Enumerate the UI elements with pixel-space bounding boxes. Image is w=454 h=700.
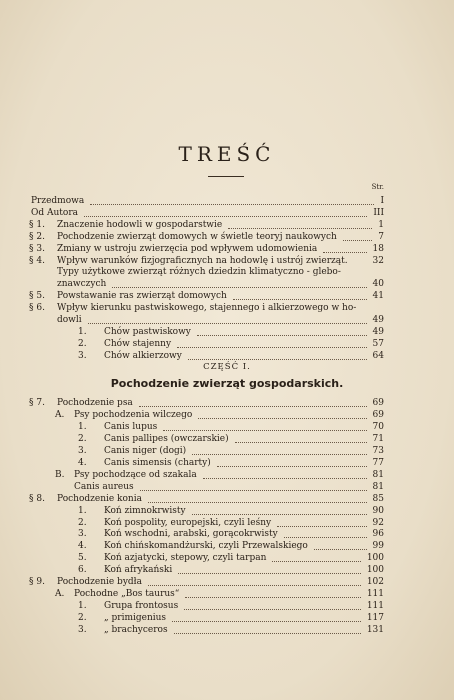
dot-leader [84,207,367,217]
dot-leader [314,540,367,550]
dot-leader [188,350,367,360]
toc-entry [104,433,384,445]
entry-number: 1. [78,326,87,337]
entry-title: Pochodzenie zwierząt domowych w świetle teoryj naukowych [57,231,337,242]
entry-page-number: 81 [372,481,384,492]
dot-leader [228,219,372,229]
entry-number: 2. [78,517,87,528]
page-column-header: Str. [371,183,384,191]
entry-number: 2. [78,338,87,349]
entry-title: Grupa frontosus [104,601,179,612]
entry-page-number: 73 [372,445,384,456]
toc-entry [57,290,384,302]
entry-page-number: 81 [372,469,384,480]
entry-number: § 5. [29,291,45,302]
entry-page-number: 49 [372,326,384,337]
dot-leader [217,457,367,467]
entry-page-number: 57 [372,338,384,349]
entry-page-number: 90 [372,505,384,516]
toc-entry [104,505,384,517]
entry-page-number: 99 [372,541,384,552]
entry-number: 4. [78,457,87,468]
entry-number: § 3. [29,243,45,254]
entry-title: Koń zimnokrwisty [104,505,186,516]
entry-title: Koń wschodni, arabski, gorącokrwisty [104,529,278,540]
entry-title: Powstawanie ras zwierząt domowych [57,291,227,302]
entry-page-number: III [373,207,384,218]
dot-leader [284,528,367,538]
entry-page-number: 64 [372,350,384,361]
entry-number: 1. [78,421,87,432]
toc-entry [104,552,384,564]
dot-leader [272,552,360,562]
entry-number: § 9. [29,577,45,588]
toc-entry [74,409,384,421]
toc-entry [31,207,384,219]
dot-leader [177,338,366,348]
entry-number: 2. [78,613,87,624]
dot-leader [198,409,366,419]
entry-title: Od Autora [31,207,78,218]
dot-leader [163,421,366,431]
entry-number: § 4. [29,255,45,266]
entry-title: Typy użytkowe zwierząt różnych dziedzin klimatyczno - glebo- [57,267,341,278]
toc-entry [104,540,384,552]
entry-title: Koń afrykański [104,565,173,576]
dot-leader [148,493,367,503]
entry-number: 3. [78,625,87,636]
entry-title: Chów pastwiskowy [104,326,191,337]
toc-entry [57,243,384,255]
entry-page-number: 77 [372,457,384,468]
dot-leader [112,278,366,288]
entry-number: A. [55,589,65,600]
entry-number: § 2. [29,231,45,242]
toc-entry [57,278,384,290]
entry-number: § 1. [29,219,45,230]
dot-leader [172,612,361,622]
entry-number: 3. [78,350,87,361]
dot-leader [192,445,366,455]
entry-number: 5. [78,553,87,564]
entry-page-number: 111 [366,589,384,600]
entry-title: Psy pochodzące od szakala [74,469,197,480]
toc-entry [104,350,384,362]
section-title: Pochodzenie zwierząt gospodarskich. [110,377,344,390]
dot-leader [90,195,374,205]
entry-number: § 6. [29,303,45,314]
dot-leader [178,564,361,574]
entry-number: 1. [78,505,87,516]
toc-entry [104,624,384,636]
entry-page-number: 100 [366,553,384,564]
dot-leader [192,505,367,515]
entry-title: Wpływ kierunku pastwiskowego, stajennego i alkierzowego w ho- [57,303,357,314]
toc-entry [57,302,384,314]
entry-title: Canis simensis (charty) [104,457,211,468]
toc-entry [57,231,384,243]
entry-title: Pochodzenie konia [57,493,142,504]
entry-page-number: 96 [372,529,384,540]
entry-title: Chów alkierzowy [104,350,182,361]
entry-page-number: 1 [378,219,384,230]
toc-entry [104,445,384,457]
entry-page-number: 69 [372,409,384,420]
toc-entry [74,469,384,481]
entry-number: 3. [78,529,87,540]
entry-page-number: 102 [366,577,384,588]
toc-entry [104,457,384,469]
entry-title: Wpływ warunków fizjograficznych na hodowlę i ustrój zwierząt. [57,255,348,266]
entry-title: Chów stajenny [104,338,172,349]
dot-leader [184,600,361,610]
entry-page-number: 85 [372,493,384,504]
entry-number: § 7. [29,398,45,408]
entry-title: Pochodzenie bydła [57,577,142,588]
entry-title: „ primigenius [104,613,167,624]
entry-page-number: 92 [372,517,384,528]
entry-number: A. [55,409,65,420]
toc-entry [104,421,384,433]
dot-leader [343,231,372,241]
toc-entry [57,493,384,505]
entry-title: znawczych [57,279,107,290]
dot-leader [88,314,367,324]
entry-page-number: 7 [378,231,384,242]
entry-title: Koń pospolity, europejski, czyli leśny [104,517,272,528]
toc-entry [104,517,384,529]
toc-entry [104,338,384,350]
dot-leader [140,481,367,491]
entry-number: 2. [78,433,87,444]
toc-entry [57,219,384,231]
toc-entry [57,397,384,409]
dot-leader [323,243,366,253]
dot-leader [233,290,367,300]
entry-title: Przedmowa [31,196,85,206]
toc-entry [104,600,384,612]
part-label: CZĘŚĆ I. [203,362,251,372]
dot-leader [197,326,367,336]
toc-entry [104,564,384,576]
toc-entry [57,314,384,326]
entry-number: 1. [78,601,87,612]
title-underline [208,176,244,177]
entry-page-number: I [380,196,384,206]
entry-title: Pochodzenie psa [57,398,133,408]
entry-page-number: 41 [372,291,384,302]
entry-title: Zmiany w ustroju zwierzęcia pod wpływem udomowienia [57,243,318,254]
entry-page-number: 111 [366,601,384,612]
entry-page-number: 18 [372,243,384,254]
entry-page-number: 117 [366,613,384,624]
toc-entry [74,481,384,493]
entry-page-number: 32 [372,255,384,266]
entry-page-number: 100 [366,565,384,576]
entry-title: dowli [57,315,82,325]
entry-number: 6. [78,565,87,576]
toc-entry [57,255,384,267]
entry-title: Canis aureus [74,481,134,492]
entry-title: Canis pallipes (owczarskie) [104,433,229,444]
entry-page-number: 49 [372,315,384,325]
entry-title: Canis lupus [104,421,158,432]
toc-entry [57,576,384,588]
toc-entry [104,528,384,540]
entry-page-number: 69 [372,398,384,408]
entry-number: § 8. [29,493,45,504]
dot-leader [174,624,361,634]
dot-leader [277,517,366,527]
dot-leader [203,469,367,479]
page-title: TREŚĆ [178,142,276,166]
toc-entry [104,326,384,338]
toc-entry [57,266,384,278]
toc-entry [31,195,384,207]
toc-entry [74,588,384,600]
dot-leader [148,576,361,586]
entry-title: Canis niger (dogi) [104,445,187,456]
entry-title: Koń azjatycki, stepowy, czyli tarpan [104,553,267,564]
entry-page-number: 40 [372,279,384,290]
entry-title: Psy pochodzenia wilczego [74,409,193,420]
entry-title: Pochodne „Bos taurus“ [74,589,180,600]
entry-number: 3. [78,445,87,456]
entry-number: 4. [78,541,87,552]
entry-title: Koń chińskomandżurski, czyli Przewalskiego [104,541,308,552]
entry-number: B. [55,469,65,480]
entry-page-number: 70 [372,421,384,432]
entry-title: Znaczenie hodowli w gospodarstwie [57,219,223,230]
dot-leader [139,397,367,407]
entry-page-number: 71 [372,433,384,444]
toc-entry [104,612,384,624]
dot-leader [235,433,367,443]
dot-leader [185,588,360,598]
entry-title: „ brachyceros [104,625,168,636]
entry-page-number: 131 [366,625,384,636]
